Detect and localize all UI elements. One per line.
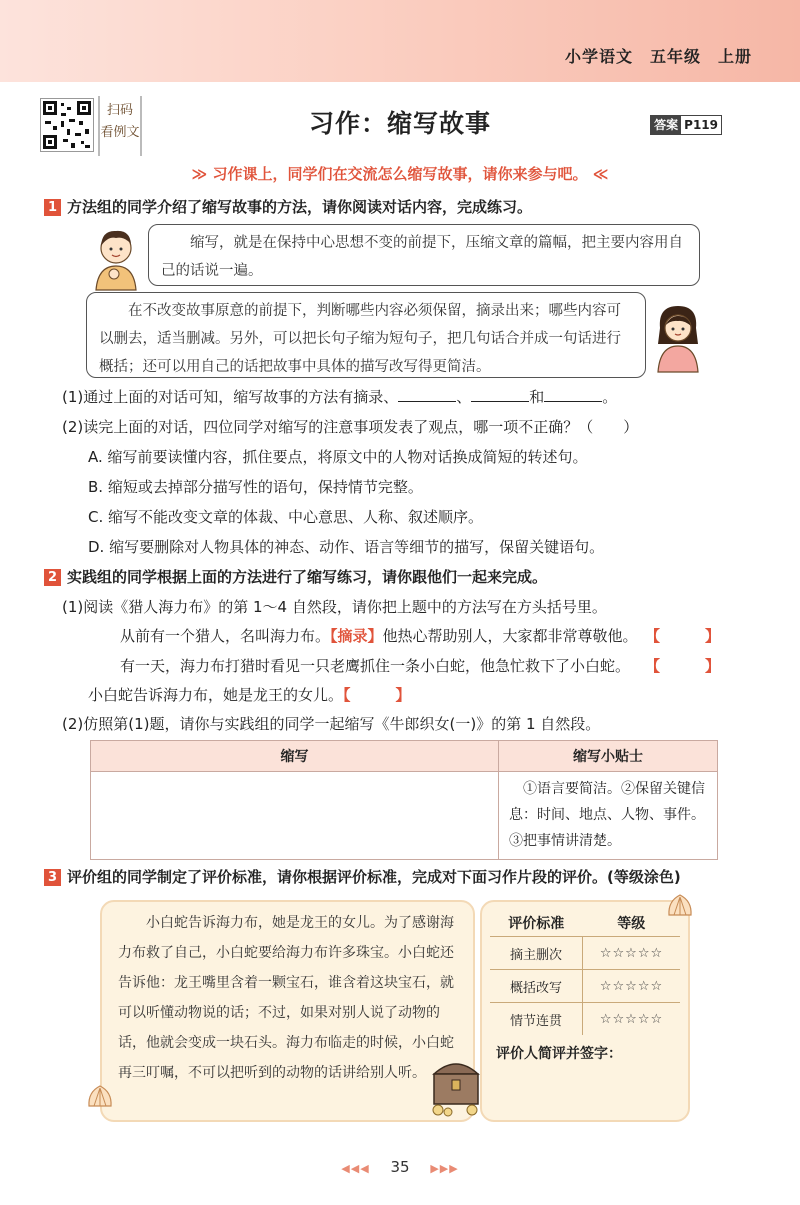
criteria-name: 情节连贯 (490, 1003, 583, 1036)
method-bracket-2[interactable]: 【 】 (644, 657, 720, 675)
treasure-chest-illustration (424, 1046, 488, 1118)
summary-table (90, 740, 718, 860)
tips-header: 缩写小贴士 (499, 741, 718, 772)
shell-icon (85, 1082, 115, 1112)
summary-header: 缩写 (91, 741, 499, 772)
question-1-heading: 1 方法组的同学介绍了缩写故事的方法，请你阅读对话内容，完成练习。 (44, 196, 532, 217)
q2-sub1: (1)阅读《猎人海力布》的第 1～4 自然段，请你把上题中的方法写在方头括号里。 (62, 598, 607, 616)
double-chevron-left-icon: ≪ (592, 165, 609, 183)
question-3-heading: 3 评价组的同学制定了评价标准，请你根据评价标准，完成对下面习作片段的评价。(等级涂色) (44, 866, 681, 887)
question-2-heading: 2 实践组的同学根据上面的方法进行了缩写练习，请你跟他们一起来完成。 (44, 566, 547, 587)
method-bracket-3[interactable]: 【 】 (343, 686, 411, 704)
criteria-name: 概括改写 (490, 970, 583, 1003)
question-number: 2 (44, 569, 61, 586)
series-label: 小学语文 五年级 上册 (564, 47, 752, 66)
star-rating[interactable]: ☆☆☆☆☆ (583, 970, 681, 1003)
criteria-header: 评价标准 (508, 916, 565, 932)
star-rating[interactable]: ☆☆☆☆☆ (583, 1003, 681, 1036)
option-b[interactable]: B. 缩短或去掉部分描写性的语句，保持情节完整。 (88, 478, 423, 496)
blank-2[interactable] (471, 387, 529, 402)
star-rating[interactable]: ☆☆☆☆☆ (583, 937, 681, 970)
method-bracket-1[interactable]: 【 】 (644, 627, 720, 645)
page-number: 35 (390, 1158, 410, 1176)
answer-ref[interactable] (650, 115, 722, 135)
tips-content: ①语言要简洁。②保留关键信息：时间、地点、人物、事件。③把事情讲清楚。 (499, 772, 718, 860)
method-bracket-filled: 【摘录】 (330, 627, 383, 645)
double-chevron-right-icon: ≫ (191, 165, 208, 183)
evaluation-panel (480, 900, 690, 1122)
page-title: 习作：缩写故事 (308, 109, 491, 138)
triangle-right-icon: ▶▶▶ (430, 1162, 459, 1175)
shell-icon (666, 892, 694, 920)
summary-writing-area[interactable] (91, 772, 499, 860)
q1-sub2[interactable]: (2)读完上面的对话，四位同学对缩写的注意事项发表了观点，哪一项不正确？（ ） (62, 418, 639, 436)
evaluation-row (490, 970, 680, 1003)
header-band (0, 0, 800, 82)
grade-header: 等级 (617, 916, 646, 932)
answer-page: P119 (684, 118, 718, 132)
triangle-left-icon: ◀◀◀ (341, 1162, 370, 1175)
story-passage: 小白蛇告诉海力布，她是龙王的女儿。为了感谢海力布救了自己，小白蛇要给海力布许多珠宝。小白蛇还告诉他：龙王嘴里含着一颗宝石，谁含着这块宝石，就可以听懂动物说的话；不过，如果对别人说了动物的话，他就会变成一块石头。海力布临走的时候，小白蛇再三叮嘱，不可以把听到的动物的话讲给别人听。 (100, 900, 475, 1122)
evaluator-signature[interactable]: 评价人简评并签字： (496, 1046, 622, 1062)
girl-illustration (650, 298, 706, 374)
question-number: 3 (44, 869, 61, 886)
page-footer (0, 1158, 800, 1176)
q2-sub2: (2)仿照第(1)题，请你与实践组的同学一起缩写《牛郎织女(一)》的第 1 自然段。 (62, 715, 601, 733)
blank-1[interactable] (398, 387, 456, 402)
option-c[interactable]: C. 缩写不能改变文章的体裁、中心意思、人称、叙述顺序。 (88, 508, 484, 526)
evaluation-row (490, 937, 680, 970)
q2-sentence-1: 从前有一个猎人，名叫海力布。【摘录】他热心帮助别人，大家都非常尊敬他。 【 】 (120, 627, 720, 645)
speech-bubble-girl: 在不改变故事原意的前提下，判断哪些内容必须保留，摘录出来；哪些内容可以删去，适当删减。另外，可以把长句子缩为短句子，把几句话合并成一句话进行概括；还可以用自己的话把故事中具体的描写改写得更简洁。 (86, 292, 646, 378)
evaluation-row (490, 1003, 680, 1036)
answer-label: 答案 (651, 116, 681, 134)
q2-sentence-3: 小白蛇告诉海力布，她是龙王的女儿。【 】 (88, 686, 411, 704)
scan-hint: 扫码 看例文 (98, 96, 142, 156)
boy-illustration (86, 222, 146, 292)
option-d[interactable]: D. 缩写要删除对人物具体的神态、动作、语言等细节的描写，保留关键语句。 (88, 538, 605, 556)
speech-bubble-boy: 缩写，就是在保持中心思想不变的前提下，压缩文章的篇幅，把主要内容用自己的话说一遍。 (148, 224, 700, 286)
blank-3[interactable] (544, 387, 602, 402)
question-number: 1 (44, 199, 61, 216)
evaluation-table (490, 910, 680, 1035)
q1-sub1: (1)通过上面的对话可知，缩写故事的方法有摘录、 、 和 。 (62, 388, 618, 406)
intro-line: ≫ 习作课上，同学们在交流怎么缩写故事，请你来参与吧。 ≪ (191, 165, 609, 183)
option-a[interactable]: A. 缩写前要读懂内容，抓住要点，将原文中的人物对话换成简短的转述句。 (88, 448, 588, 466)
q2-sentence-2: 有一天，海力布打猎时看见一只老鹰抓住一条小白蛇，他急忙救下了小白蛇。 【 】 (120, 657, 720, 675)
criteria-name: 摘主删次 (490, 937, 583, 970)
